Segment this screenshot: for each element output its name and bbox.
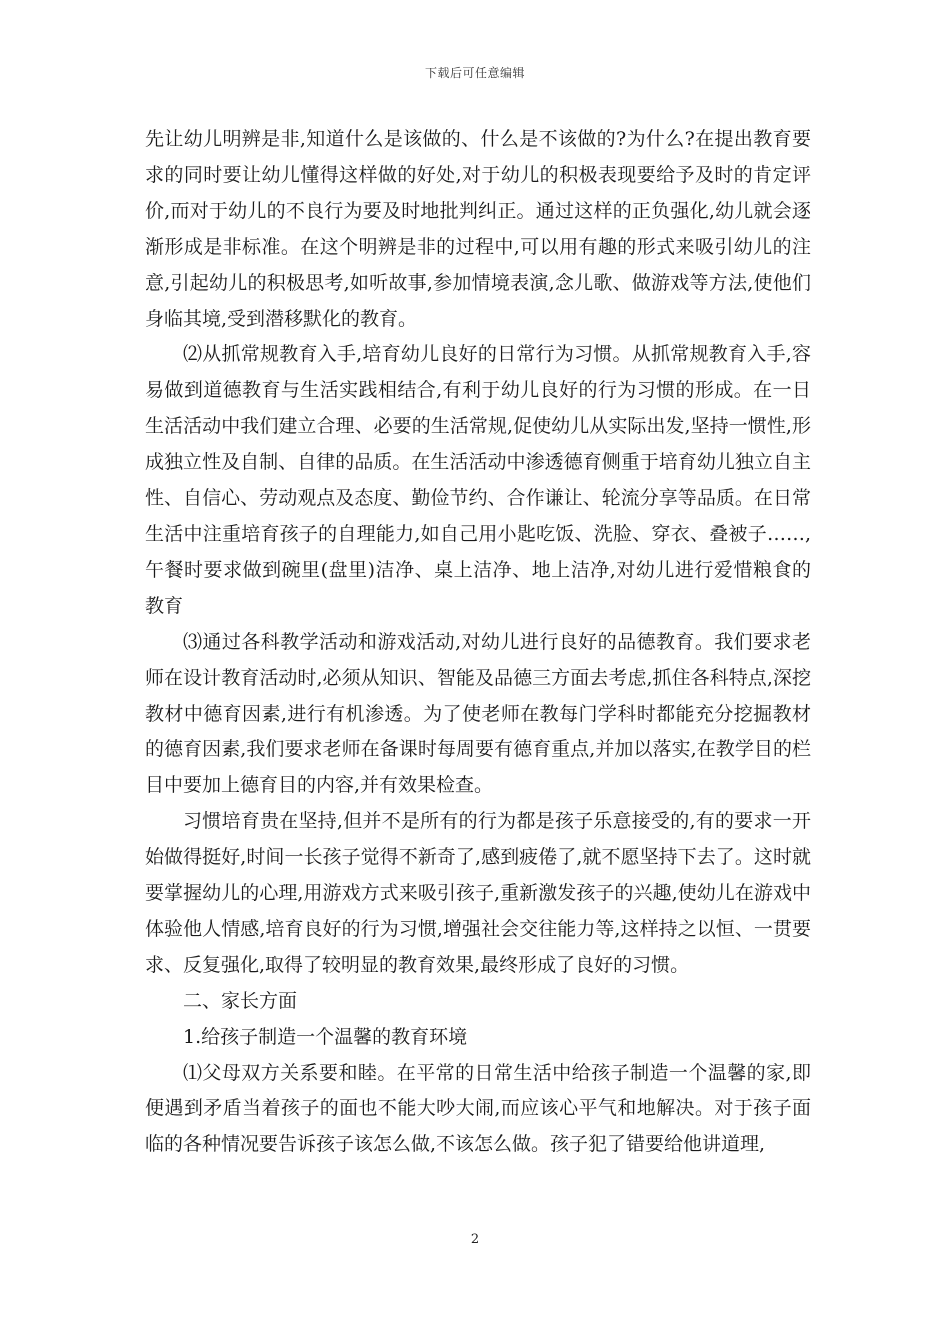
- document-body: [145, 122, 811, 1163]
- paragraph-habit: 习惯培育贵在坚持,但并不是所有的行为都是孩子乐意接受的,有的要求一开始做得挺好,时间一长孩子觉得不新奇了,感到疲倦了,就不愿坚持下去了。这时就要掌握幼儿的心理,用游戏方式来吸引孩子,重新激发孩子的兴趣,使幼儿在游戏中体验他人情感,培育良好的行为习惯,增强社会交往能力等,这样持之以恒、一贯要求、反复强化,取得了较明显的教育效果,最终形成了良好的习惯。: [145, 810, 811, 976]
- section-heading-parents: 二、家长方面: [183, 989, 298, 1012]
- paragraph-item-3: ⑶通过各科教学活动和游戏活动,对幼儿进行良好的品德教育。我们要求老师在设计教育活动时,必须从知识、智能及品德三方面去考虑,抓住各科特点,深挖教材中德育因素,进行有机渗透。为了使老师在教每门学科时都能充分挖掘教材的德育因素,我们要求老师在备课时每周要有德育重点,并加以落实,在教学目的栏目中要加上德育目的内容,并有效果检查。: [145, 630, 811, 797]
- paragraph-item-2: ⑵从抓常规教育入手,培育幼儿良好的日常行为习惯。从抓常规教育入手,容易做到道德教育与生活实践相结合,有利于幼儿良好的行为习惯的形成。在一日生活活动中我们建立合理、必要的生活常规,促使幼儿从实际出发,坚持一惯性,形成独立性及自制、自律的品质。在生活活动中渗透德育侧重于培育幼儿独立自主性、自信心、劳动观点及态度、勤俭节约、合作谦让、轮流分享等品质。在日常生活中注重培育孩子的自理能力,如自己用小匙吃饭、洗脸、穿衣、叠被子……,午餐时要求做到碗里(盘里)洁净、桌上洁净、地上洁净,对幼儿进行爱惜粮食的教育: [145, 343, 811, 617]
- page-number: 2: [470, 1232, 480, 1247]
- paragraph-parents-relationship: ⑴父母双方关系要和睦。在平常的日常生活中给孩子制造一个温馨的家,即便遇到矛盾当着孩子的面也不能大吵大闹,而应该心平气和地解决。对于孩子面临的各种情况要告诉孩子该怎么做,不该怎么做。孩子犯了错要给他讲道理,: [145, 1061, 811, 1156]
- page-header: 下载后可任意编辑: [424, 66, 525, 80]
- paragraph-continuation: 先让幼儿明辨是非,知道什么是该做的、什么是不该做的?为什么?在提出教育要求的同时要让幼儿懂得这样做的好处,对于幼儿的积极表现要给予及时的肯定评价,而对于幼儿的不良行为要及时地批判纠正。通过这样的正负强化,幼儿就会逐渐形成是非标准。在这个明辨是非的过程中,可以用有趣的形式来吸引幼儿的注意,引起幼儿的积极思考,如听故事,参加情境表演,念儿歌、做游戏等方法,使他们身临其境,受到潜移默化的教育。: [145, 128, 811, 330]
- subsection-heading-environment: 1.给孩子制造一个温馨的教育环境: [183, 1025, 468, 1048]
